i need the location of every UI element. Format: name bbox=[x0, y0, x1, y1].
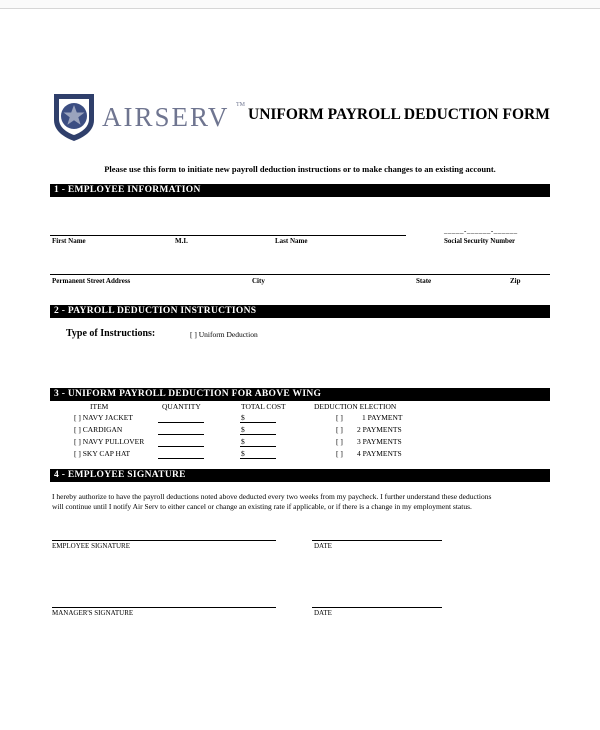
type-of-instructions-label: Type of Instructions: bbox=[66, 328, 156, 339]
ssn-label: Social Security Number bbox=[444, 237, 516, 245]
payment-option-label: 2 PAYMENTS bbox=[357, 425, 402, 434]
uniform-deduction-checkbox[interactable]: [ ] Uniform Deduction bbox=[190, 330, 258, 339]
street-label: Permanent Street Address bbox=[52, 277, 131, 285]
item-cardigan-checkbox[interactable]: [ ] CARDIGAN bbox=[74, 425, 123, 434]
dollar-sign: $ bbox=[241, 425, 245, 434]
item-navy-pullover-checkbox[interactable]: [ ] NAVY PULLOVER bbox=[74, 437, 145, 446]
employee-signature-field[interactable] bbox=[52, 540, 276, 541]
section-uniform-deduction: 3 - UNIFORM PAYROLL DEDUCTION FOR ABOVE WING bbox=[50, 388, 550, 401]
payment-1-checkbox[interactable]: [ ] bbox=[336, 413, 343, 422]
first-name-label: First Name bbox=[52, 237, 86, 245]
total-cost-field[interactable] bbox=[240, 434, 276, 435]
quantity-field[interactable] bbox=[158, 434, 204, 435]
dollar-sign: $ bbox=[241, 449, 245, 458]
payment-3-checkbox[interactable]: [ ] bbox=[336, 437, 343, 446]
manager-signature-label: MANAGER'S SIGNATURE bbox=[52, 609, 134, 617]
section-deduction-instructions: 2 - PAYROLL DEDUCTION INSTRUCTIONS bbox=[50, 305, 550, 318]
manager-date-label: DATE bbox=[314, 609, 332, 617]
col-total-cost-header: TOTAL COST bbox=[241, 402, 286, 411]
shield-icon bbox=[52, 92, 96, 142]
dollar-sign: $ bbox=[241, 437, 245, 446]
item-sky-cap-hat-checkbox[interactable]: [ ] SKY CAP HAT bbox=[74, 449, 131, 458]
total-cost-field[interactable] bbox=[240, 446, 276, 447]
payment-option-label: 1 PAYMENT bbox=[362, 413, 403, 422]
payment-option-label: 4 PAYMENTS bbox=[357, 449, 402, 458]
section-employee-signature: 4 - EMPLOYEE SIGNATURE bbox=[50, 469, 550, 482]
quantity-field[interactable] bbox=[158, 446, 204, 447]
total-cost-field[interactable] bbox=[240, 458, 276, 459]
ssn-field[interactable]: _____-______-______ bbox=[444, 227, 518, 235]
employee-date-label: DATE bbox=[314, 542, 332, 550]
employee-signature-label: EMPLOYEE SIGNATURE bbox=[52, 542, 130, 550]
form-title: UNIFORM PAYROLL DEDUCTION FORM bbox=[248, 106, 550, 123]
col-quantity-header: QUANTITY bbox=[162, 402, 201, 411]
employee-date-field[interactable] bbox=[312, 540, 442, 541]
mi-label: M.I. bbox=[175, 237, 188, 245]
col-item-header: ITEM bbox=[90, 402, 109, 411]
total-cost-field[interactable] bbox=[240, 422, 276, 423]
airserv-logo bbox=[52, 92, 247, 147]
quantity-field[interactable] bbox=[158, 458, 204, 459]
manager-signature-field[interactable] bbox=[52, 607, 276, 608]
name-field-line[interactable] bbox=[50, 235, 406, 236]
zip-label: Zip bbox=[510, 277, 521, 285]
authorization-text-line1: I hereby authorize to have the payroll deductions noted above deducted every two weeks from my paycheck. I further understand these deductions bbox=[52, 492, 492, 501]
trademark-mark: TM bbox=[236, 102, 245, 108]
brand-name: AIRSERV bbox=[102, 102, 230, 132]
payment-option-label: 3 PAYMENTS bbox=[357, 437, 402, 446]
city-label: City bbox=[252, 277, 265, 285]
address-field-line[interactable] bbox=[50, 274, 550, 275]
intro-text: Please use this form to initiate new payroll deduction instructions or to make changes to an existing account. bbox=[104, 164, 496, 174]
page-top-border bbox=[0, 0, 600, 9]
item-navy-jacket-checkbox[interactable]: [ ] NAVY JACKET bbox=[74, 413, 133, 422]
dollar-sign: $ bbox=[241, 413, 245, 422]
payment-4-checkbox[interactable]: [ ] bbox=[336, 449, 343, 458]
state-label: State bbox=[416, 277, 432, 285]
payment-2-checkbox[interactable]: [ ] bbox=[336, 425, 343, 434]
quantity-field[interactable] bbox=[158, 422, 204, 423]
last-name-label: Last Name bbox=[275, 237, 308, 245]
section-employee-information: 1 - EMPLOYEE INFORMATION bbox=[50, 184, 550, 197]
manager-date-field[interactable] bbox=[312, 607, 442, 608]
authorization-text-line2: will continue until I notify Air Serv to either cancel or change an existing rate if applicable, or if there is a change in my employment status. bbox=[52, 502, 472, 511]
col-deduction-election-header: DEDUCTION ELECTION bbox=[314, 402, 397, 411]
